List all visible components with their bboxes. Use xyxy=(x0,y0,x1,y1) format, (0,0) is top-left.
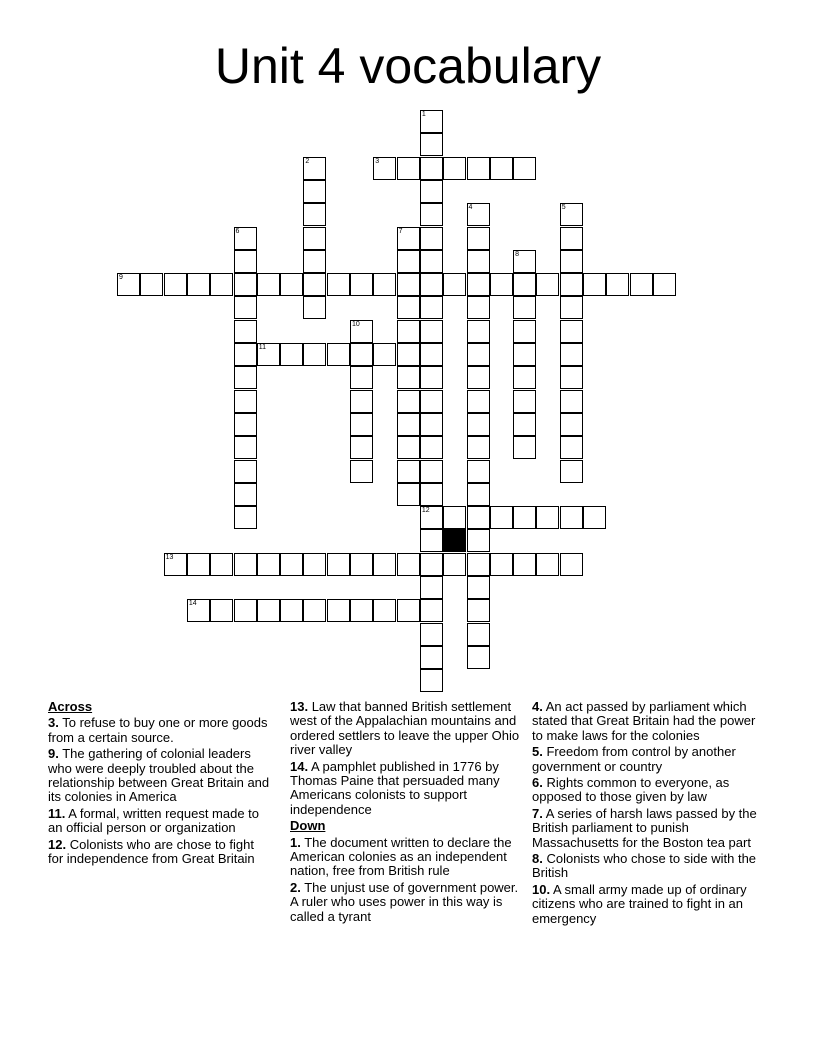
grid-cell[interactable] xyxy=(327,343,350,366)
grid-cell[interactable] xyxy=(234,599,257,622)
grid-cell[interactable] xyxy=(234,227,257,250)
grid-cell[interactable] xyxy=(303,180,326,203)
grid-cell[interactable] xyxy=(467,157,490,180)
grid-cell[interactable] xyxy=(420,646,443,669)
grid-cell[interactable] xyxy=(234,250,257,273)
down-heading: Down xyxy=(290,818,326,834)
clue-number: 10 xyxy=(352,320,360,328)
grid-cell[interactable] xyxy=(443,157,466,180)
clue-number: 7 xyxy=(398,227,403,235)
grid-cell[interactable] xyxy=(467,506,490,529)
grid-cell[interactable] xyxy=(420,623,443,646)
grid-cell[interactable] xyxy=(397,296,420,319)
grid-cell[interactable] xyxy=(117,273,140,296)
grid-cell[interactable] xyxy=(327,273,350,296)
grid-cell[interactable] xyxy=(234,553,257,576)
grid-cell[interactable] xyxy=(234,460,257,483)
grid-cell[interactable] xyxy=(234,343,257,366)
grid-cell[interactable] xyxy=(397,157,420,180)
grid-cell[interactable] xyxy=(560,320,583,343)
clue-down-6: 6. Rights common to everyone, as opposed to those given by law xyxy=(532,775,730,805)
across-heading: Across xyxy=(48,699,93,714)
grid-cell[interactable] xyxy=(257,599,280,622)
grid-cell[interactable] xyxy=(420,436,443,459)
grid-cell[interactable] xyxy=(303,157,326,180)
grid-cell[interactable] xyxy=(467,366,490,389)
grid-cell[interactable] xyxy=(513,250,536,273)
clue-number: 2 xyxy=(305,157,310,165)
clue-number: 12 xyxy=(421,507,430,515)
clue-down-8: 8. Colonists who chose to side with the British xyxy=(532,851,757,881)
grid-cell[interactable] xyxy=(187,273,210,296)
grid-cell[interactable] xyxy=(467,273,490,296)
grid-cell[interactable] xyxy=(467,296,490,319)
grid-cell[interactable] xyxy=(443,506,466,529)
grid-cell[interactable] xyxy=(583,506,606,529)
grid-cell[interactable] xyxy=(327,599,350,622)
grid-cell[interactable] xyxy=(583,273,606,296)
grid-cell[interactable] xyxy=(513,157,536,180)
grid-cell[interactable] xyxy=(397,390,420,413)
grid-cell[interactable] xyxy=(350,320,373,343)
grid-cell[interactable] xyxy=(513,553,536,576)
grid-cell[interactable] xyxy=(467,529,490,552)
grid-cell[interactable] xyxy=(303,273,326,296)
grid-cell[interactable] xyxy=(350,413,373,436)
grid-cell[interactable] xyxy=(420,390,443,413)
clue-number: 1 xyxy=(421,111,426,118)
grid-cell[interactable] xyxy=(420,506,443,529)
grid-cell[interactable] xyxy=(467,483,490,506)
grid-cell[interactable] xyxy=(490,157,513,180)
grid-cell[interactable] xyxy=(397,250,420,273)
grid-cell[interactable] xyxy=(140,273,163,296)
grid-cell[interactable] xyxy=(210,599,233,622)
grid-cell[interactable] xyxy=(560,390,583,413)
grid-cell[interactable] xyxy=(513,343,536,366)
grid-cell[interactable] xyxy=(280,553,303,576)
clue-number: 5 xyxy=(561,204,566,212)
grid-cell[interactable] xyxy=(606,273,629,296)
clue-across-11: 11. A formal, written request made to an official person or organization xyxy=(48,805,260,836)
grid-cell[interactable] xyxy=(467,553,490,576)
grid-cell[interactable] xyxy=(560,413,583,436)
grid-cell[interactable] xyxy=(536,273,559,296)
clue-down-10: 10. A small army made up of ordinary citizens who are trained to fight in an emergency xyxy=(532,881,747,926)
grid-cell[interactable] xyxy=(234,273,257,296)
grid-cell[interactable] xyxy=(187,599,210,622)
grid-cell[interactable] xyxy=(420,343,443,366)
grid-cell[interactable] xyxy=(536,506,559,529)
grid-cell[interactable] xyxy=(420,133,443,156)
grid-cell[interactable] xyxy=(303,203,326,226)
grid-cell[interactable] xyxy=(513,390,536,413)
grid-cell[interactable] xyxy=(397,460,420,483)
grid-cell[interactable] xyxy=(350,273,373,296)
clues-column-1 xyxy=(48,700,270,868)
grid-cell[interactable] xyxy=(257,273,280,296)
grid-cell[interactable] xyxy=(467,227,490,250)
grid-cell[interactable] xyxy=(420,366,443,389)
grid-cell[interactable] xyxy=(373,599,396,622)
grid-cell[interactable] xyxy=(420,250,443,273)
grid-cell[interactable] xyxy=(350,460,373,483)
grid-cell[interactable] xyxy=(397,483,420,506)
grid-cell[interactable] xyxy=(303,250,326,273)
grid-cell[interactable] xyxy=(560,436,583,459)
clue-across-14: 14. A pamphlet published in 1776 by Thomas Paine that persuaded many Americans colonists to support independence xyxy=(290,758,500,817)
grid-cell[interactable] xyxy=(420,529,443,552)
grid-cell[interactable] xyxy=(467,390,490,413)
grid-cell[interactable] xyxy=(467,599,490,622)
clue-across-13: 13. Law that banned British settlement west of the Appalachian mountains and ordered settlers to leave the upper Ohio river valley xyxy=(290,699,520,758)
clues-column-2 xyxy=(290,700,520,926)
grid-cell[interactable] xyxy=(420,669,443,692)
grid-cell[interactable] xyxy=(210,273,233,296)
grid-cell[interactable] xyxy=(257,343,280,366)
grid-cell[interactable] xyxy=(420,227,443,250)
grid-cell[interactable] xyxy=(536,553,559,576)
grid-cell[interactable] xyxy=(397,436,420,459)
grid-cell[interactable] xyxy=(513,320,536,343)
clue-down-4: 4. An act passed by parliament which stated that Great Britain had the power to make laws for the colonies xyxy=(532,699,756,743)
grid-cell[interactable] xyxy=(420,576,443,599)
grid-cell[interactable] xyxy=(280,599,303,622)
grid-cell[interactable] xyxy=(443,273,466,296)
grid-cell[interactable] xyxy=(164,273,187,296)
grid-cell[interactable] xyxy=(560,553,583,576)
clue-down-7: 7. A series of harsh laws passed by the British parliament to punish Massachusetts for the Boston tea part xyxy=(532,805,757,850)
grid-cell[interactable] xyxy=(443,553,466,576)
grid-cell[interactable] xyxy=(397,343,420,366)
grid-cell[interactable] xyxy=(560,296,583,319)
grid-cell[interactable] xyxy=(187,553,210,576)
grid-cell[interactable] xyxy=(303,343,326,366)
grid-cell[interactable] xyxy=(397,413,420,436)
clue-number: 9 xyxy=(119,274,123,282)
grid-cell[interactable] xyxy=(490,273,513,296)
grid-cell[interactable] xyxy=(560,460,583,483)
grid-cell[interactable] xyxy=(653,273,676,296)
grid-cell[interactable] xyxy=(397,273,420,296)
clue-across-12: 12. Colonists who are chose to fight for independence from Great Britain xyxy=(48,836,255,867)
grid-cell[interactable] xyxy=(560,203,583,226)
grid-cell[interactable] xyxy=(234,506,257,529)
grid-cell[interactable] xyxy=(420,460,443,483)
grid-cell[interactable] xyxy=(280,343,303,366)
clue-number: 11 xyxy=(258,344,267,351)
clue-down-1: 1. The document written to declare the American colonies as an independent nation, free from British rule xyxy=(290,834,512,879)
grid-cell[interactable] xyxy=(467,623,490,646)
grid-cell[interactable] xyxy=(467,320,490,343)
clue-down-5: 5. Freedom from control by another government or country xyxy=(532,744,736,774)
grid-cell[interactable] xyxy=(373,343,396,366)
grid-cell[interactable] xyxy=(234,320,257,343)
grid-cell[interactable] xyxy=(490,553,513,576)
grid-cell[interactable] xyxy=(350,553,373,576)
clue-number: 3 xyxy=(375,157,380,165)
clue-number: 6 xyxy=(235,227,240,235)
grid-cell[interactable] xyxy=(234,483,257,506)
grid-cell[interactable] xyxy=(420,296,443,319)
grid-cell[interactable] xyxy=(303,227,326,250)
clue-number: 8 xyxy=(515,250,519,258)
grid-cell[interactable] xyxy=(210,553,233,576)
grid-cell[interactable] xyxy=(373,157,396,180)
grid-cell[interactable] xyxy=(397,227,420,250)
grid-cell[interactable] xyxy=(560,227,583,250)
grid-cell[interactable] xyxy=(513,366,536,389)
grid-cell[interactable] xyxy=(513,296,536,319)
grid-cell[interactable] xyxy=(257,553,280,576)
grid-cell[interactable] xyxy=(513,436,536,459)
grid-cell[interactable] xyxy=(420,157,443,180)
grid-cell[interactable] xyxy=(164,553,187,576)
grid-cell[interactable] xyxy=(234,413,257,436)
grid-cell[interactable] xyxy=(397,553,420,576)
grid-cell[interactable] xyxy=(350,436,373,459)
grid-cell[interactable] xyxy=(373,273,396,296)
grid-cell[interactable] xyxy=(234,390,257,413)
grid-cell[interactable] xyxy=(467,460,490,483)
grid-cell[interactable] xyxy=(420,180,443,203)
clue-across-3: 3. To refuse to buy one or more goods from a certain source. xyxy=(48,715,268,745)
grid-cell[interactable] xyxy=(234,366,257,389)
clue-number: 13 xyxy=(165,553,174,561)
grid-cell[interactable] xyxy=(303,553,326,576)
grid-cell[interactable] xyxy=(560,273,583,296)
grid-cell[interactable] xyxy=(420,273,443,296)
grid-cell[interactable] xyxy=(280,273,303,296)
grid-cell[interactable] xyxy=(560,343,583,366)
grid-cell[interactable] xyxy=(397,599,420,622)
grid-cell[interactable] xyxy=(467,343,490,366)
clues-column-3 xyxy=(532,700,764,928)
grid-cell[interactable] xyxy=(420,553,443,576)
grid-cell[interactable] xyxy=(327,553,350,576)
grid-cell[interactable] xyxy=(513,273,536,296)
grid-cell[interactable] xyxy=(560,250,583,273)
clue-down-2: 2. The unjust use of government power. A ruler who uses power in this way is called a tyrant xyxy=(290,879,519,924)
grid-cell[interactable] xyxy=(397,366,420,389)
grid-cell[interactable] xyxy=(397,320,420,343)
clue-across-9: 9. The gathering of colonial leaders who were deeply troubled about the relationship between Great Britain and its colonies in America xyxy=(48,746,270,805)
grid-cell[interactable] xyxy=(420,203,443,226)
grid-cell[interactable] xyxy=(513,506,536,529)
grid-cell[interactable] xyxy=(560,366,583,389)
grid-cell[interactable] xyxy=(350,599,373,622)
grid-cell[interactable] xyxy=(303,599,326,622)
page-title: Unit 4 vocabulary xyxy=(214,38,602,94)
grid-cell[interactable] xyxy=(420,599,443,622)
grid-cell[interactable] xyxy=(467,576,490,599)
grid-cell[interactable] xyxy=(467,646,490,669)
grid-cell[interactable] xyxy=(513,413,536,436)
grid-cell[interactable] xyxy=(420,110,443,133)
grid-cell[interactable] xyxy=(467,203,490,226)
grid-cell[interactable] xyxy=(490,506,513,529)
clue-number: 14 xyxy=(188,600,197,608)
grid-cell[interactable] xyxy=(373,553,396,576)
grid-cell[interactable] xyxy=(467,413,490,436)
grid-cell[interactable] xyxy=(467,250,490,273)
grid-cell[interactable] xyxy=(420,320,443,343)
grid-cell[interactable] xyxy=(303,296,326,319)
grid-cell[interactable] xyxy=(234,296,257,319)
grid-cell[interactable] xyxy=(350,390,373,413)
grid-cell[interactable] xyxy=(467,436,490,459)
grid-cell[interactable] xyxy=(560,506,583,529)
grid-cell[interactable] xyxy=(234,436,257,459)
grid-block xyxy=(443,529,466,552)
grid-cell[interactable] xyxy=(420,483,443,506)
grid-cell[interactable] xyxy=(350,343,373,366)
clue-number: 4 xyxy=(468,204,473,212)
grid-cell[interactable] xyxy=(350,366,373,389)
grid-cell[interactable] xyxy=(420,413,443,436)
grid-cell[interactable] xyxy=(630,273,653,296)
